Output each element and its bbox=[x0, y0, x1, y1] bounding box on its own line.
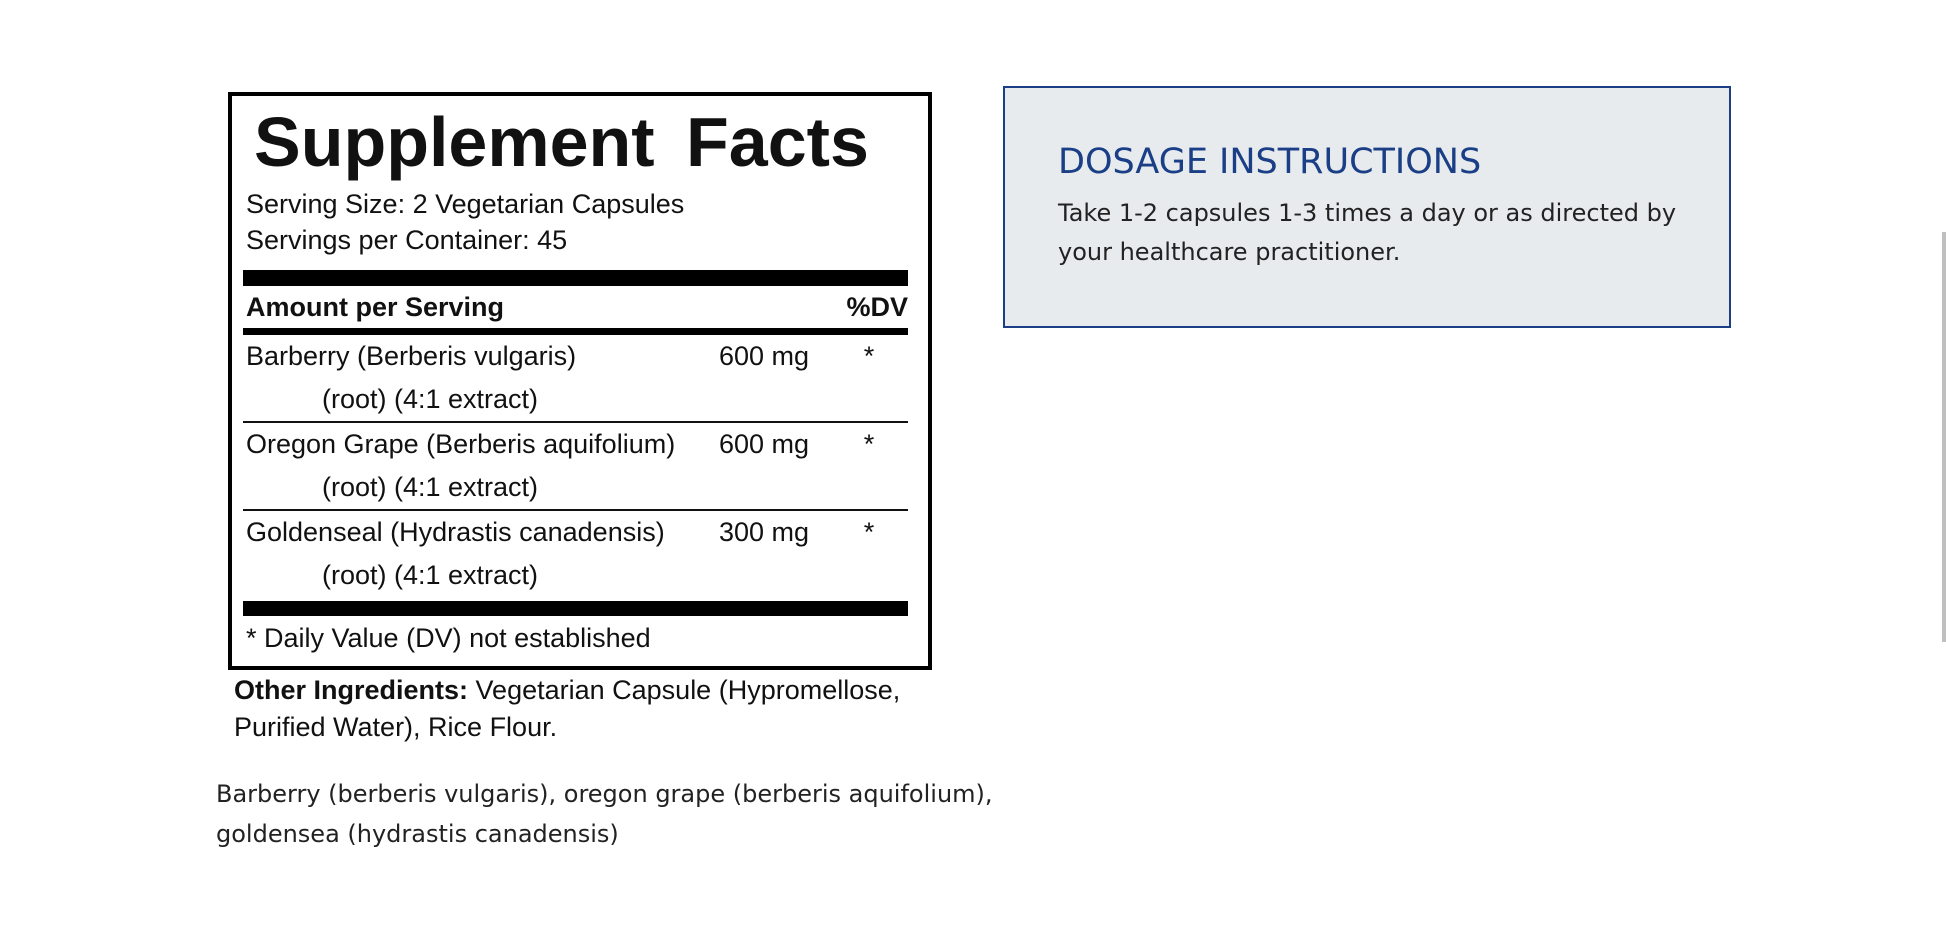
ingredient-dv: * bbox=[863, 517, 875, 547]
serving-size: Serving Size: 2 Vegetarian Capsules bbox=[246, 189, 685, 219]
other-ingredients bbox=[234, 672, 932, 746]
other-ingredients-text: Vegetarian Capsule (Hypromellose, Purified Water), Rice Flour. bbox=[234, 675, 901, 742]
supplement-facts-image bbox=[228, 92, 932, 746]
servings-per-container: Servings per Container: 45 bbox=[246, 225, 568, 255]
dosage-title: DOSAGE INSTRUCTIONS bbox=[1058, 142, 1482, 182]
other-ingredients-label: Other Ingredients: bbox=[234, 675, 469, 705]
divider-thick bbox=[243, 270, 908, 286]
ingredient-dv: * bbox=[863, 429, 875, 459]
ingredient-row bbox=[246, 335, 908, 378]
dosage-box bbox=[1003, 86, 1731, 328]
ingredient-sub: (root) (4:1 extract) bbox=[322, 384, 539, 414]
dv-footnote: * Daily Value (DV) not established bbox=[246, 623, 651, 653]
ingredient-dv: * bbox=[863, 341, 875, 371]
divider-thick bbox=[243, 601, 908, 616]
ingredient-amount: 600 mg bbox=[719, 341, 810, 371]
ingredient-name: Barberry (Berberis vulgaris) bbox=[246, 341, 577, 371]
ingredient-amount: 300 mg bbox=[719, 517, 810, 547]
ingredient-amount: 600 mg bbox=[719, 429, 810, 459]
facts-header-row bbox=[246, 286, 908, 328]
amount-per-serving-label: Amount per Serving bbox=[246, 292, 505, 322]
ingredient-sub: (root) (4:1 extract) bbox=[322, 472, 539, 502]
page-scrollbar[interactable] bbox=[1942, 232, 1946, 642]
dosage-text: Take 1-2 capsules 1-3 times a day or as directed by your healthcare practitioner. bbox=[1058, 199, 1677, 266]
image-caption: Barberry (berberis vulgaris), oregon grape (berberis aquifolium), goldensea (hydrastis canadensis) bbox=[216, 780, 993, 848]
dv-header-label: %DV bbox=[846, 292, 908, 322]
divider-medium bbox=[243, 328, 908, 335]
ingredient-name: Oregon Grape (Berberis aquifolium) bbox=[246, 429, 676, 459]
ingredient-name: Goldenseal (Hydrastis canadensis) bbox=[246, 517, 665, 547]
facts-title: Supplement Facts bbox=[254, 103, 869, 181]
ingredient-row bbox=[246, 423, 908, 466]
ingredient-sub: (root) (4:1 extract) bbox=[322, 560, 539, 590]
supplement-facts-panel bbox=[228, 92, 932, 670]
ingredient-row bbox=[246, 511, 908, 554]
